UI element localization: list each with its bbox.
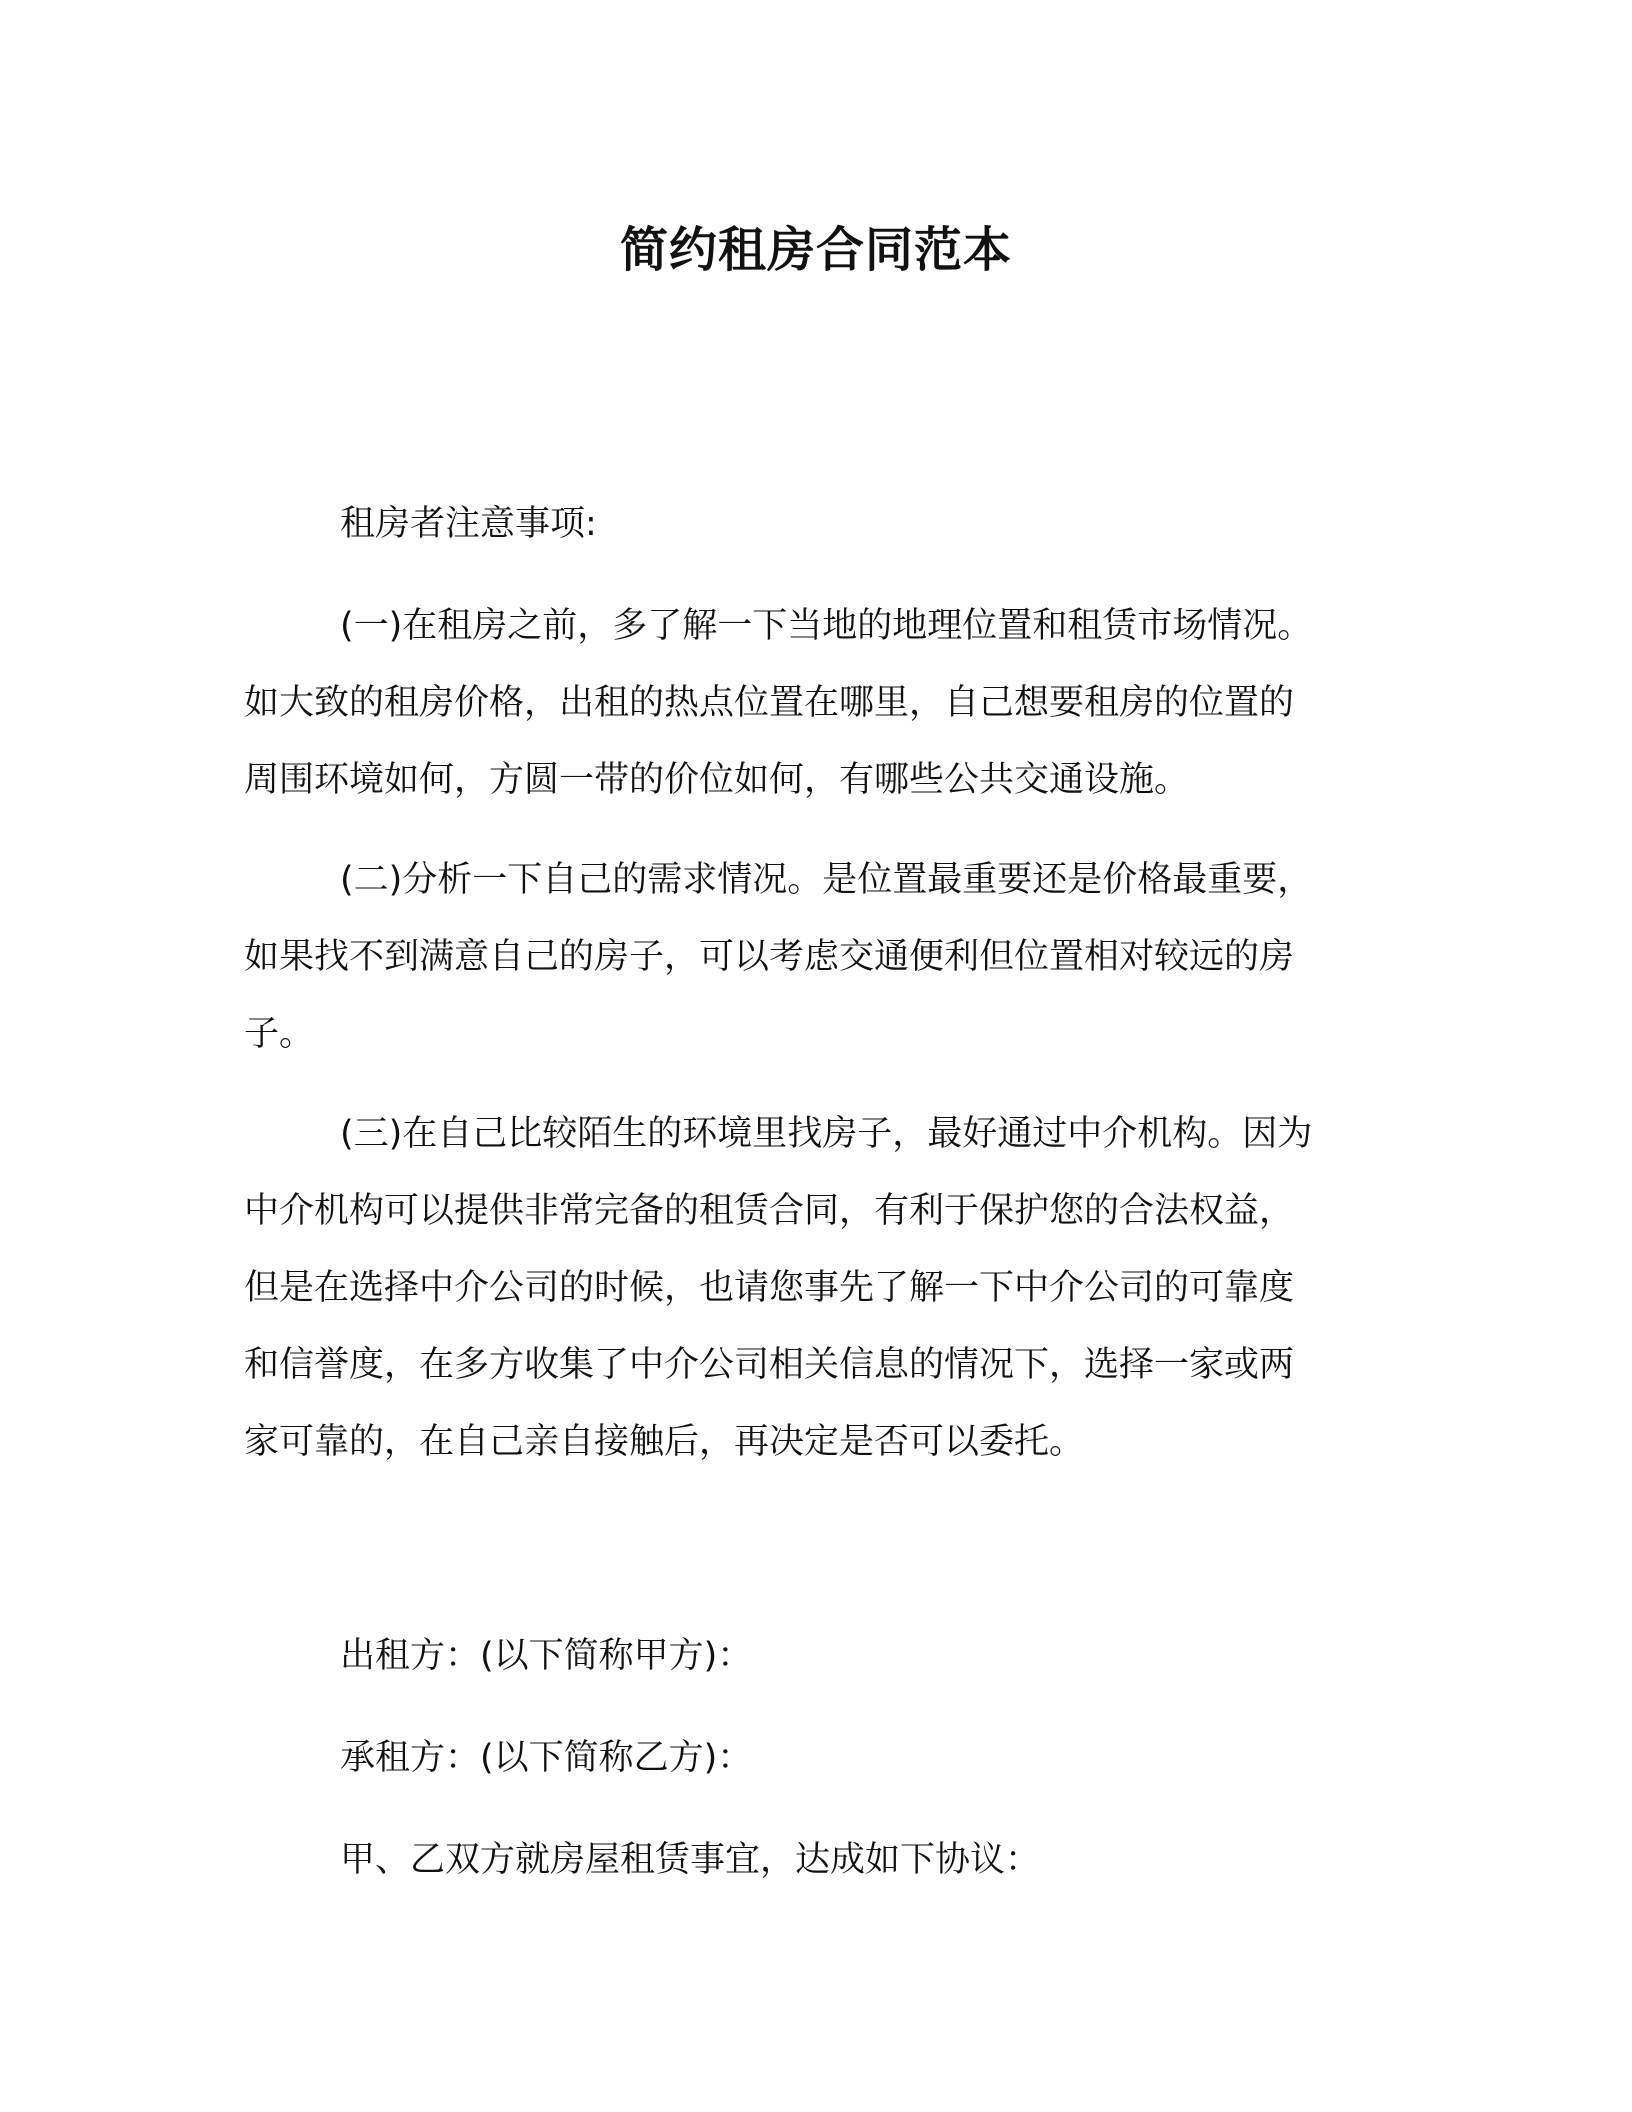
- notice-paragraph-1: [244, 588, 1374, 819]
- paragraph-line: (二)分析一下自己的需求情况。是位置最重要还是价格最重要，: [340, 860, 1313, 900]
- document-title: 简约租房合同范本: [619, 222, 1012, 278]
- paragraph-line: 中介机构可以提供非常完备的租赁合同，有利于保护您的合法权益，: [244, 1191, 1295, 1231]
- lessor-line: 出租方：(以下简称甲方)：: [340, 1636, 753, 1676]
- paragraph-line: 如大致的租房价格，出租的热点位置在哪里，自己想要租房的位置的: [244, 683, 1295, 723]
- lessee-line: 承租方：(以下简称乙方)：: [340, 1738, 753, 1778]
- paragraph-line: 子。: [244, 1014, 315, 1054]
- agreement-line: 甲、乙双方就房屋租赁事宜，达成如下协议：: [340, 1840, 1041, 1880]
- notice-paragraph-2: [244, 842, 1374, 1073]
- paragraph-line: (一)在租房之前，多了解一下当地的地理位置和租赁市场情况。: [340, 606, 1313, 646]
- paragraph-line: 但是在选择中介公司的时候，也请您事先了解一下中介公司的可靠度: [244, 1268, 1295, 1308]
- paragraph-line: 家可靠的，在自己亲自接触后，再决定是否可以委托。: [244, 1422, 1085, 1462]
- notice-paragraph-3: [244, 1096, 1374, 1481]
- paragraph-line: (三)在自己比较陌生的环境里找房子，最好通过中介机构。因为: [340, 1114, 1313, 1154]
- paragraph-line: 如果找不到满意自己的房子，可以考虑交通便利但位置相对较远的房: [244, 937, 1295, 977]
- notice-heading: 租房者注意事项:: [340, 504, 597, 544]
- paragraph-line: 周围环境如何，方圆一带的价位如何，有哪些公共交通设施。: [244, 760, 1190, 800]
- paragraph-line: 和信誉度，在多方收集了中介公司相关信息的情况下，选择一家或两: [244, 1345, 1295, 1385]
